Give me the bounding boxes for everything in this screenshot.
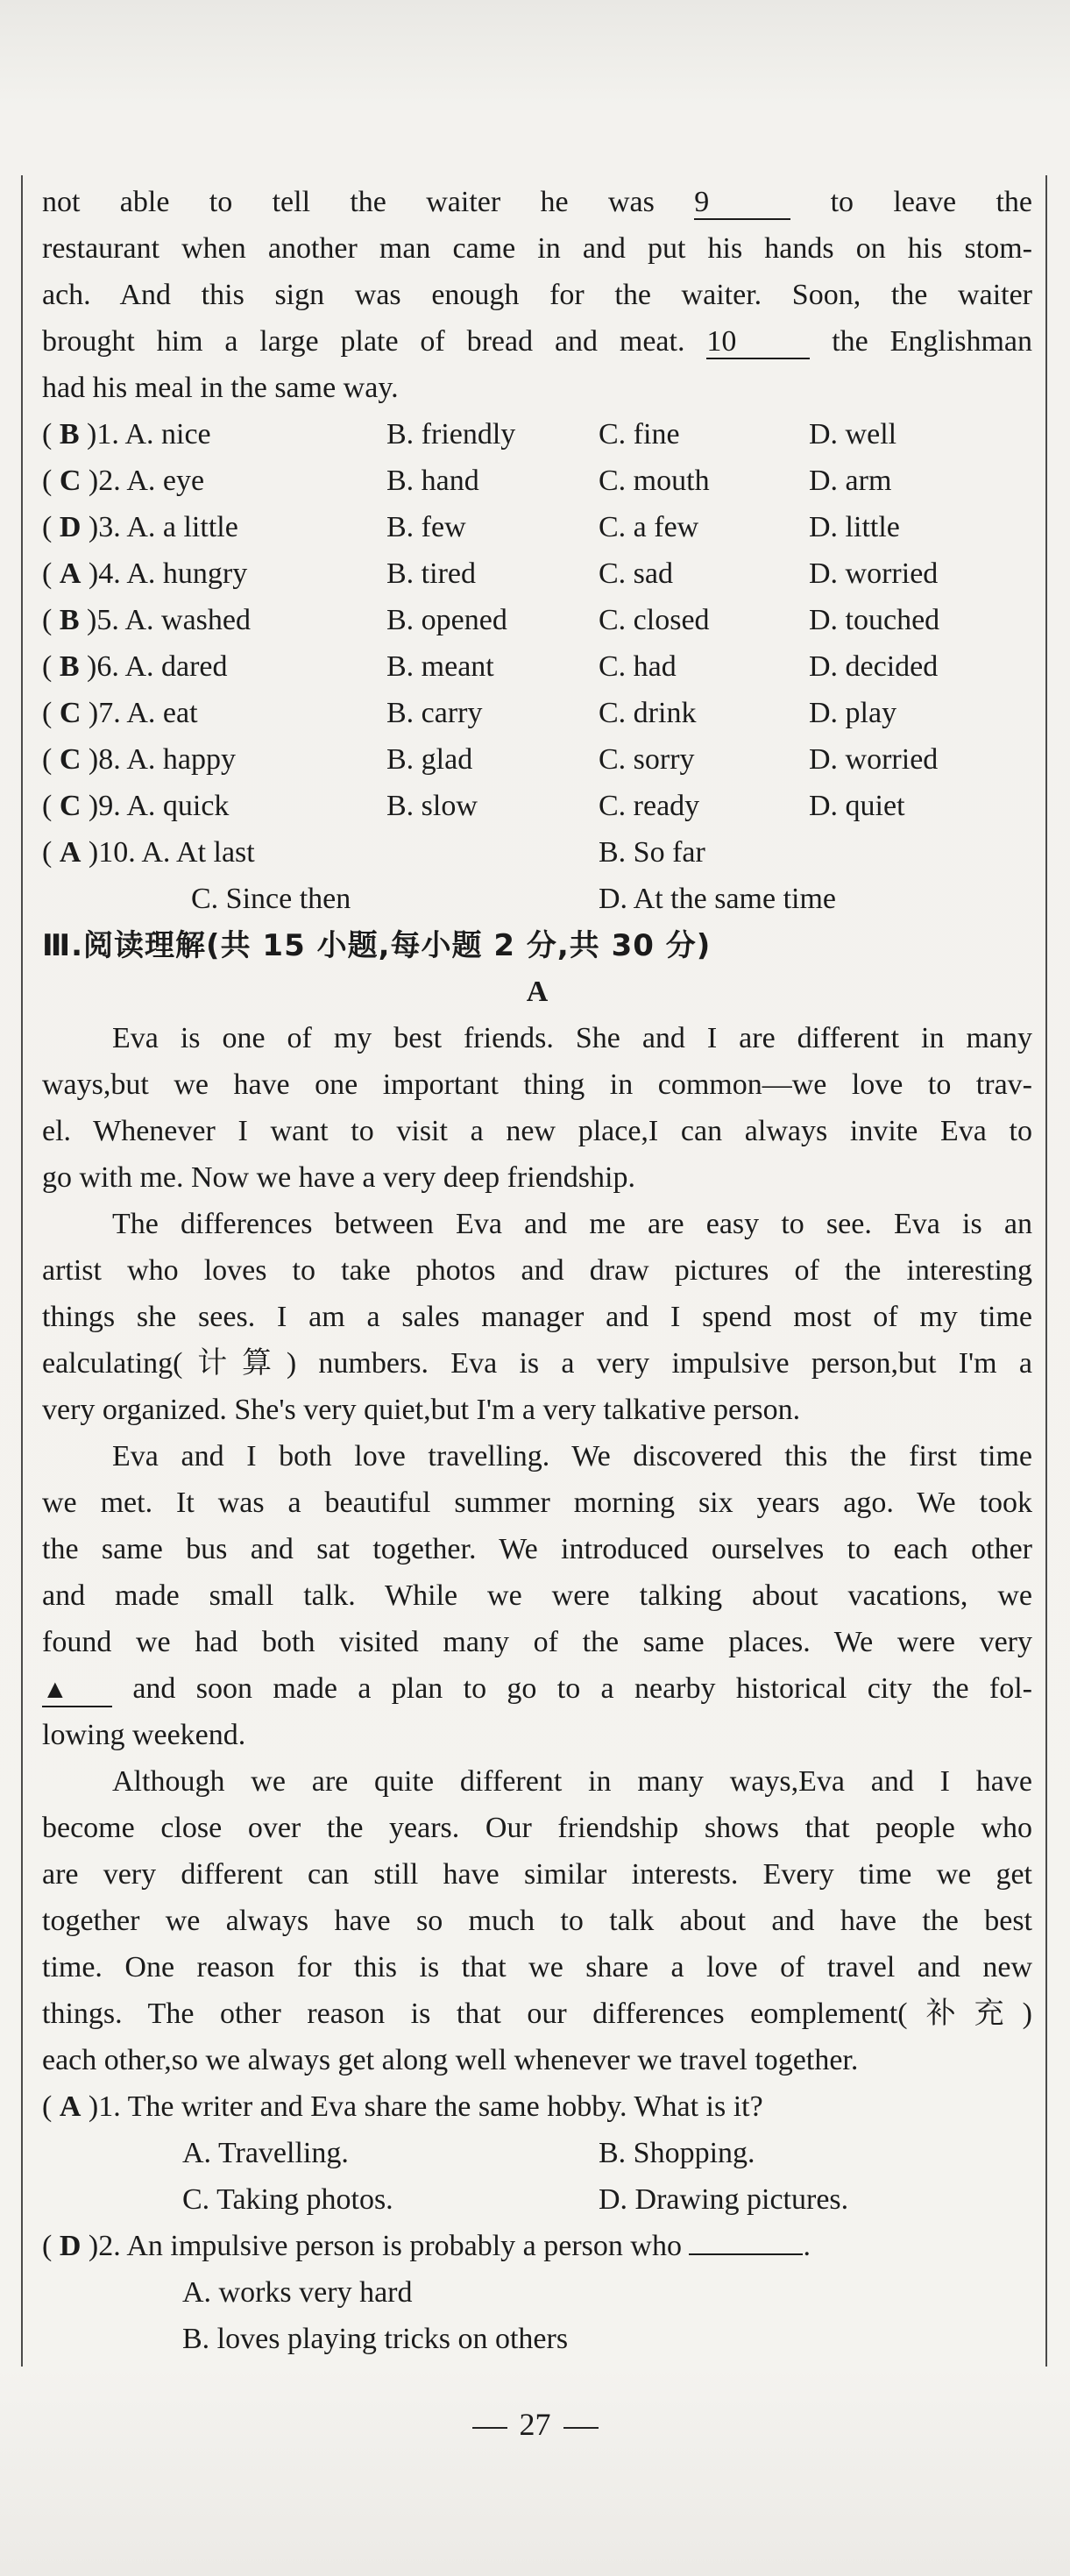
answer: B: [59, 650, 80, 683]
passage-line: had his meal in the same way.: [42, 372, 399, 404]
passage-line: ways,but we have one important thing in common—we love to trav-: [42, 1068, 1032, 1101]
passage-line: are very different can still have similar interests. Every time we get: [42, 1858, 1032, 1891]
passage-line: things. The other reason is that our differences eomplement(补充): [42, 1998, 1032, 2030]
answer: A: [59, 836, 81, 869]
section-heading: Ⅲ.阅读理解(共 15 小题,每小题 2 分,共 30 分): [42, 928, 712, 963]
answer: D: [59, 511, 81, 543]
passage-line: become close over the years. Our friendship shows that people who: [42, 1812, 1032, 1844]
passage-line: Although we are quite different in many ways,Eva and I have: [112, 1765, 1032, 1798]
passage-line: restaurant when another man came in and put his hands on his stom-: [42, 232, 1032, 265]
passage-line: and made small talk. While we were talking about vacations, we: [42, 1579, 1032, 1612]
passage-line: ▲ and soon made a plan to go to a nearby historical city the fol-: [42, 1669, 1032, 1709]
passage-line: found we had both visited many of the same places. We were very: [42, 1626, 1032, 1658]
passage-line: artist who loves to take photos and draw pictures of the interesting: [42, 1254, 1032, 1287]
passage-line: The differences between Eva and me are easy to see. Eva is an: [112, 1208, 1032, 1240]
passage-line: lowing weekend.: [42, 1719, 246, 1751]
blank-10: 10: [706, 326, 810, 359]
page: not able to tell the waiter he was 9 to leave the restaurant when another man came in and put his hands on his stom- ach. And this sign was enough for the waiter. Soon, the waiter brought him a large plate of bread and meat. 10 the Englishman had his meal in the same way. ( B )1. A. nice B. friendly C. fine D. well ( C )2. A. eye B. hand C. mouth D. arm ( D )3. A. a little B. few C. a few D. little ( A )4. A. hungry B. tired C. sad D. worried ( B )5. A. washed B. opened C. closed D. touched ( B )6. A. dared B. meant C. had D. decided ( C )7. A. eat B. carry C. drink D. play ( C )8. A. happy B. glad C. sorry D. worried ( C )9. A. quick B. slow C. ready D. quiet ( A )10. A. At last B. So far C. Since then D. At the same time Ⅲ.阅读理解(共 15 小题,每小题 2 分,共 30 分) A Eva is one of my best friends. She and I are different in many ways,but we have one important thing in common—we love to trav- el. Whenever I want to visit a new place,I can always invite Eva to go with me. Now we have a very deep friendship. The differences between Eva and me are easy to see. Eva is an artist who loves to take photos and draw pictures of the interesting things she sees. I am a sales manager and I spend most of my time ealculating(计算) numbers. Eva is a very impulsive person,but I'm a very organized. She's very quiet,but I'm a very talkative person. Eva and I both love travelling. We discovered this the first time we met. It was a beautiful summer morning six years ago. We took the same bus and sat together. We introduced ourselves to each other and made small talk. While we were talking about vacations, we found we had both visited many of the same places. We were very ▲ and soon made a plan to go to a nearby historical city the fol- lowing weekend. Although we are quite different in many ways,Eva and I have become close over the years. Our friendship shows that people who are very different can still have similar interests. Every time we get together we always have so much to talk about and have the best time. One reason for this is that we share a love of travel and new things. The other reason is that our differences eomplement(补充) each other,so we always get along well whenever we travel together. ( A )1. The writer and Eva share the same hobby. What is it? A. Travelling. B. Shopping. C. Taking photos. D. Drawing pictures. ( D )2. An impulsive person is probably a person who . A. works very hard B. loves playing tricks on others 27: [0, 0, 1070, 2576]
blank-9: 9: [694, 187, 790, 220]
passage-line: the same bus and sat together. We introduced ourselves to each other: [42, 1533, 1032, 1565]
answer: B: [59, 604, 80, 636]
answer: C: [59, 790, 81, 822]
passage-line: we met. It was a beautiful summer morning six years ago. We took: [42, 1487, 1032, 1519]
answer: D: [59, 2230, 81, 2262]
passage-line: each other,so we always get along well whenever we travel together.: [42, 2044, 859, 2076]
passage-line: Eva is one of my best friends. She and I are different in many: [112, 1022, 1032, 1054]
page-number: 27: [0, 2406, 1070, 2443]
answer-blank: [689, 2227, 803, 2255]
passage-line: ach. And this sign was enough for the waiter. Soon, the waiter: [42, 279, 1032, 311]
answer: A: [59, 557, 81, 590]
answer: B: [59, 418, 80, 451]
passage-line: together we always have so much to talk about and have the best: [42, 1905, 1032, 1937]
answer: C: [59, 465, 81, 497]
passage-line: el. Whenever I want to visit a new place,I can always invite Eva to: [42, 1115, 1032, 1147]
right-margin-rule: [1045, 175, 1047, 2367]
passage-line: go with me. Now we have a very deep friendship.: [42, 1161, 635, 1194]
answer: C: [59, 697, 81, 729]
passage-line: very organized. She's very quiet,but I'm a very talkative person.: [42, 1394, 801, 1426]
passage-label: A: [526, 976, 549, 1008]
passage-line: Eva and I both love travelling. We discovered this the first time: [112, 1440, 1032, 1473]
passage-line: time. One reason for this is that we share a love of travel and new: [42, 1951, 1032, 1983]
left-margin-rule: [21, 175, 23, 2367]
triangle-blank: ▲: [42, 1674, 112, 1707]
passage-line: things she sees. I am a sales manager and I spend most of my time: [42, 1301, 1032, 1333]
answer: C: [59, 743, 81, 776]
passage-line: brought him a large plate of bread and meat. 10 the Englishman: [42, 325, 1033, 358]
passage-line: not able to tell the waiter he was 9 to leave the: [42, 186, 1033, 218]
passage-line: ealculating(计算) numbers. Eva is a very impulsive person,but I'm a: [42, 1347, 1032, 1380]
answer: A: [59, 2090, 81, 2123]
